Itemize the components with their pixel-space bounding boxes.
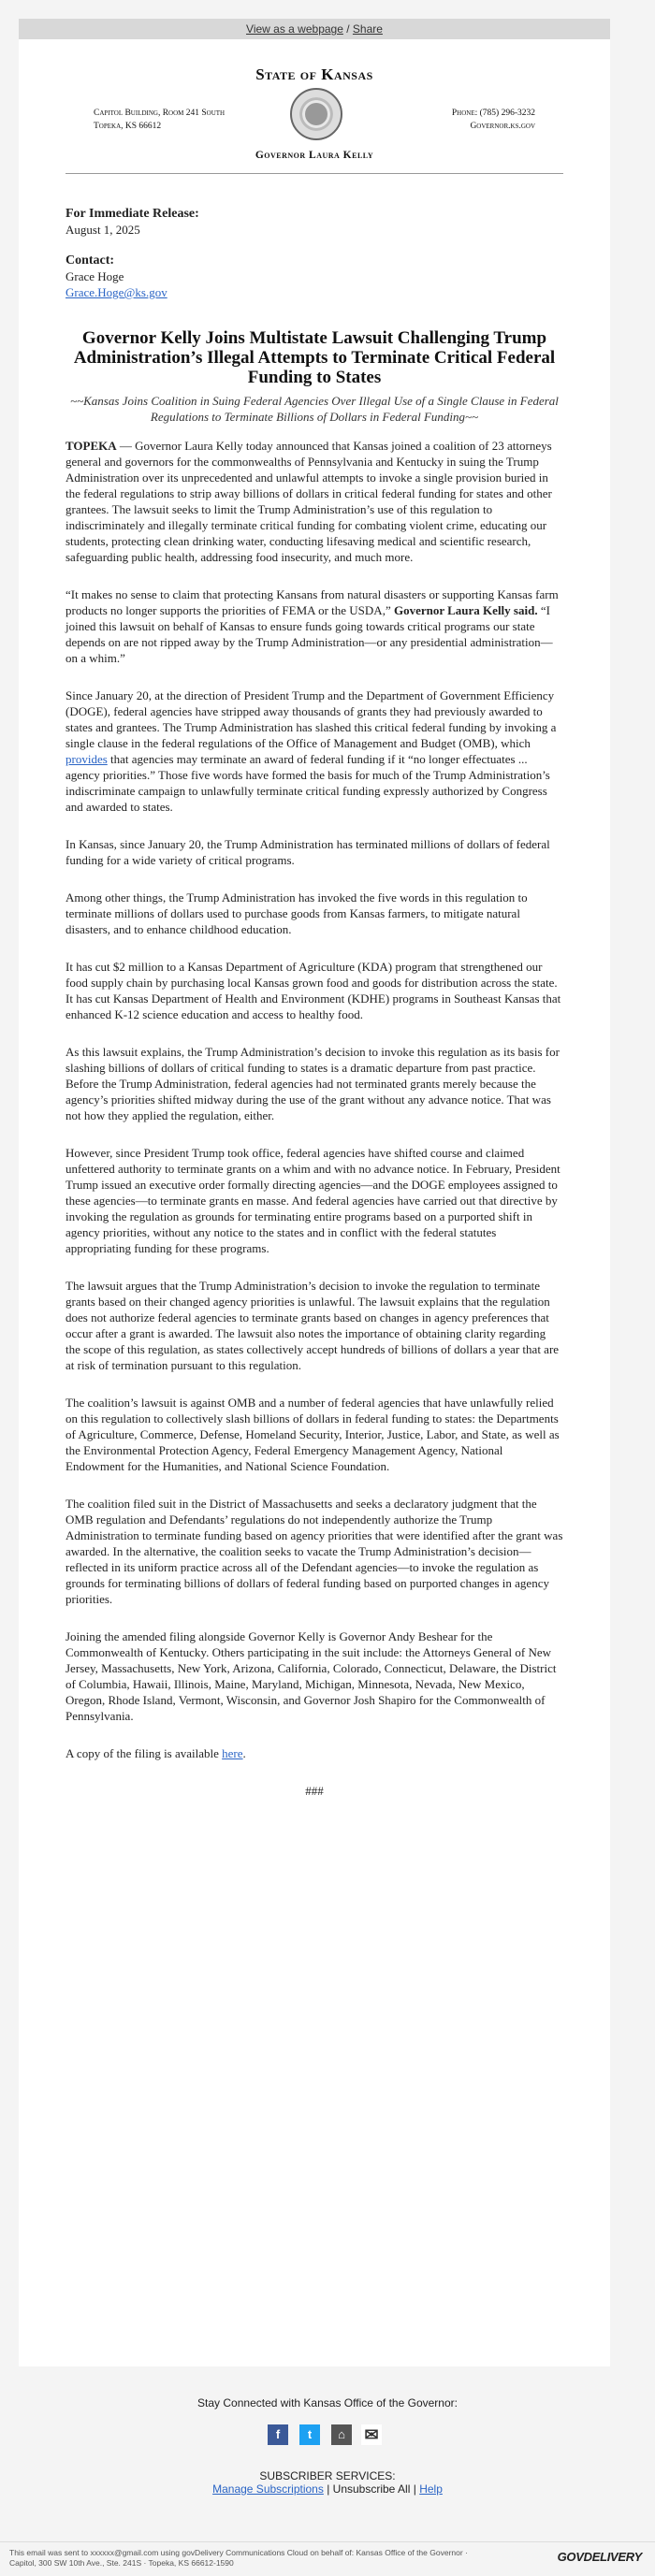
govdelivery-logo[interactable]: GOVDELIVERY bbox=[557, 2550, 642, 2564]
contact-name: Grace Hoge bbox=[66, 269, 124, 283]
paragraph-text: Since January 20, at the direction of President Trump and the Department of Government Efficiency (DOGE), federal agencies have stripped away thousands of grants they had previously awarded to states and grantees. The Trump Administration has slashed this critical federal funding by invoking a single clause in the federal regulations of the Office of Management and Budget (OMB), which bbox=[66, 688, 557, 750]
address-line-2: Topeka, KS 66612 bbox=[94, 122, 162, 131]
delivery-line-2: Capitol, 300 SW 10th Ave., Ste. 241S · Topeka, KS 66612-1590 bbox=[9, 2558, 234, 2568]
paragraph bbox=[66, 1745, 563, 1761]
facebook-icon[interactable]: f bbox=[268, 2424, 288, 2445]
contact-block bbox=[452, 107, 535, 133]
manage-subscriptions-link[interactable]: Manage Subscriptions bbox=[212, 2482, 324, 2496]
dateline: TOPEKA bbox=[66, 439, 117, 453]
view-as-webpage-link[interactable]: View as a webpage bbox=[246, 22, 343, 36]
email-card bbox=[19, 39, 610, 2366]
paragraph: In Kansas, since January 20, the Trump Administration has terminated millions of dollars of federal funding for a wide variety of critical programs. bbox=[66, 837, 550, 867]
paragraph-text: A copy of the filing is available bbox=[66, 1746, 223, 1760]
view-webpage-bar bbox=[19, 19, 610, 39]
release-date: August 1, 2025 bbox=[66, 223, 140, 237]
quote-text: “It makes no sense to claim that protecting Kansans from natural disasters or supporting Kansas farm products no longer supports the priorities of FEMA or the USDA,” bbox=[66, 587, 559, 617]
home-icon[interactable]: ⌂ bbox=[331, 2424, 352, 2445]
release-label: For Immediate Release: bbox=[66, 207, 199, 221]
state-seal-icon bbox=[290, 88, 342, 140]
letterhead bbox=[19, 39, 610, 180]
paragraph: The coalition’s lawsuit is against OMB and a number of federal agencies that have unlawfully relied on this regulation to collectively slash billions of dollars in federal funding to states: the Departments of Agriculture, Commerce, Defense, Homeland Security, Interior, Justice, Labor, and State, as well as the Environmental Protection Agency, Federal Emergency Management Agency, National Endowment for the Humanities, and National Science Foundation. bbox=[66, 1396, 560, 1473]
paragraph-text: — Governor Laura Kelly today announced that Kansas joined a coalition of 23 attorneys general and governors for the commonwealths of Pennsylvania and Kentucky in suing the Trump Administration over its unprecedented and unlawful attempts to invoke a single provision buried in the federal regulations to strip away billions of dollars in critical federal funding for states and other grantees. The lawsuit seeks to limit the Trump Administration’s use of this regulation to indiscriminately and illegally terminate critical funding for combating violent crime, educating our students, protecting clean drinking water, conducting lifesaving medical and scientific research, safeguarding public health, addressing food insecurity, and much more. bbox=[66, 439, 552, 564]
unsubscribe-all-link[interactable]: Unsubscribe All bbox=[332, 2482, 411, 2496]
subscriber-services-title: SUBSCRIBER SERVICES: bbox=[259, 2469, 396, 2482]
paragraph: Joining the amended filing alongside Governor Kelly is Governor Andy Beshear for the Commonwealth of Kentucky. Others participating in the suit include: the Attorneys General of New Jersey, Massachusetts, New York, Arizona, California, Colorado, Connecticut, Delaware, the District of Columbia, Hawaii, Illinois, Maine, Maryland, Michigan, Minnesota, Nevada, New Mexico, Oregon, Rhode Island, Vermont, Wisconsin, and Governor Josh Shapiro for the Commonwealth of Pennsylvania. bbox=[66, 1629, 557, 1723]
paragraph-text: that agencies may terminate an award of federal funding if it “no longer effectuates ... agency priorities.” Those five words have formed the basis for much of the Trump Administration’s indiscriminate campaign to unlawfully terminate critical funding expressly authorized by Congress and awarded to states. bbox=[66, 752, 550, 814]
email-icon[interactable]: ✉ bbox=[361, 2424, 382, 2445]
separator: | bbox=[413, 2482, 416, 2496]
website-line: Governor.ks.gov bbox=[470, 122, 535, 131]
divider bbox=[66, 173, 563, 174]
delivery-line-1: This email was sent to xxxxxx@gmail.com using govDelivery Communications Cloud on behalf of: Kansas Office of the Governor · bbox=[9, 2548, 468, 2557]
quote-text: “I joined this lawsuit on behalf of Kansas to ensure funds going towards critical programs our state depends on are not ripped away by the Trump Administration—or any presidential administration—on a whim.” bbox=[66, 603, 553, 665]
contact-label: Contact: bbox=[66, 253, 115, 268]
paragraph: It has cut $2 million to a Kansas Department of Agriculture (KDA) program that strengthened our food supply chain by purchasing local Kansas grown food and goods for distribution across the state. It has cut Kansas Department of Health and Environment (KDHE) programs in Southeast Kansas that enhanced K-12 science education and access to healthy food. bbox=[66, 960, 561, 1021]
help-link[interactable]: Help bbox=[419, 2482, 443, 2496]
twitter-icon[interactable]: t bbox=[299, 2424, 320, 2445]
subheadline: ~~Kansas Joins Coalition in Suing Federal Agencies Over Illegal Use of a Single Clause in Federal Regulations to Terminate Billions of Dollars in Federal Funding~~ bbox=[70, 394, 559, 424]
end-mark: ### bbox=[305, 1784, 324, 1798]
paragraph bbox=[66, 687, 563, 815]
headline: Governor Kelly Joins Multistate Lawsuit Challenging Trump Administration’s Illegal Attempts to Terminate Critical Federal Funding to States bbox=[73, 328, 556, 387]
filing-link[interactable]: here bbox=[222, 1746, 243, 1760]
phone-line: Phone: (785) 296-3232 bbox=[451, 109, 535, 118]
separator: / bbox=[346, 22, 350, 36]
social-icons bbox=[268, 2424, 387, 2445]
paragraph: The coalition filed suit in the District of Massachusetts and seeks a declaratory judgment that the OMB regulation and Defendants’ regulations do not independently authorize the Trump Administration to terminate funding based on agency priorities that were identified after the grant was awarded. In the alternative, the coalition seeks to vacate the Trump Administration’s decision—reflected in its uniform practice across all of the Defendant agencies—to invoke the regulation as grounds for terminating billions of dollars of federal funding based on purported changes in agency priorities. bbox=[66, 1497, 563, 1606]
quote-paragraph bbox=[66, 586, 563, 666]
paragraph: However, since President Trump took office, federal agencies have shifted course and claimed unfettered authority to terminate grants on a whim and with no advance notice. In February, President Trump issued an executive order formally directing agencies—and the DOGE employees assigned to these agencies—to terminate grants en masse. And federal agencies have carried out that directive by invoking the regulation as grounds for terminating entire programs based on a purported shift in agency priorities, without any notice to the states and in conflict with the federal statutes appropriating funding for these programs. bbox=[66, 1146, 560, 1255]
subscriber-links bbox=[0, 2482, 655, 2496]
paragraph: As this lawsuit explains, the Trump Administration’s decision to invoke this regulation as its basis for slashing billions of dollars of critical funding to states is a dramatic departure from past practice. Before the Trump Administration, federal agencies had not terminated grants merely because the agency’s priorities shifted midway during the use of the grant without any advance notice. That was not how they applied the regulation, either. bbox=[66, 1045, 560, 1122]
delivery-footer bbox=[0, 2541, 655, 2576]
paragraph-text: . bbox=[242, 1746, 246, 1760]
paragraph: The lawsuit argues that the Trump Administration’s decision to invoke the regulation to terminate grants based on their changed agency priorities is unlawful. The lawsuit explains that the regulation does not authorize federal agencies to terminate grants based on changes in agency preferences that occur after a grant is awarded. The lawsuit also notes the importance of obtaining clarity regarding the scope of this regulation, as states collectively accept hundreds of billions of dollars a year that are at risk of termination pursuant to this regulation. bbox=[66, 1279, 560, 1372]
address-block bbox=[94, 107, 225, 133]
separator: | bbox=[327, 2482, 330, 2496]
attribution: Governor Laura Kelly said. bbox=[390, 603, 538, 617]
address-line-1: Capitol Building, Room 241 South bbox=[94, 109, 226, 118]
governor-name: Governor Laura Kelly bbox=[255, 150, 374, 161]
delivery-notice bbox=[9, 2548, 533, 2569]
state-title: State of Kansas bbox=[255, 65, 373, 83]
contact-email-link[interactable]: Grace.Hoge@ks.gov bbox=[66, 285, 167, 299]
paragraph bbox=[66, 438, 563, 565]
paragraph: Among other things, the Trump Administration has invoked the five words in this regulation to terminate millions of dollars used to purchase goods from Kansas farmers, to mitigate natural disasters, and to enhance childhood education. bbox=[66, 890, 528, 936]
press-release-body bbox=[66, 206, 563, 1799]
stay-connected-text: Stay Connected with Kansas Office of the Governor: bbox=[197, 2396, 458, 2410]
share-link[interactable]: Share bbox=[352, 22, 383, 36]
provides-link[interactable]: provides bbox=[66, 752, 108, 766]
